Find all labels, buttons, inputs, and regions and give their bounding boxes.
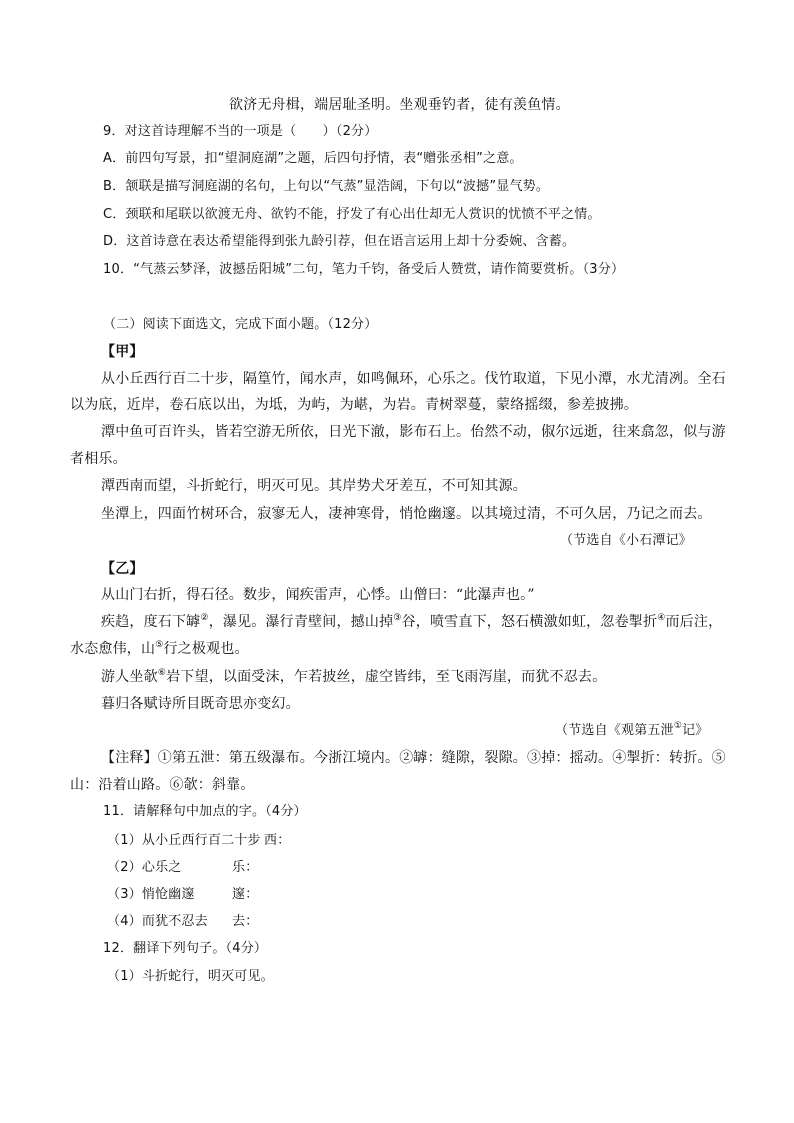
footnote-marker-6: ⑥ xyxy=(157,668,167,678)
annotations-line1: 【注释】①第五泄：第五级瀑布。今浙江境内。②罅：缝隙，裂隙。③掉：摇动。④掣折：转折。⑤ xyxy=(101,750,726,766)
question-9-option-d: D．这首诗意在表达希望能得到张九龄引荐，但在语言运用上却十分委婉、含蓄。 xyxy=(103,234,576,249)
question-11-item1: （1）从小丘西行百二十步 xyxy=(107,833,261,848)
question-11-stem: 11．请解释句中加点的字。（4分） xyxy=(103,804,307,819)
section-2-title: （二）阅读下面选文，完成下面小题。（12分） xyxy=(103,317,378,332)
passage-jia-source: （节选自《小石潭记》 xyxy=(560,533,693,548)
footnote-marker-1: ① xyxy=(673,721,683,731)
question-11-item3: （3）悄怆幽邃 xyxy=(107,887,195,902)
question-11-item4-word: 去： xyxy=(232,914,259,929)
passage-yi-p3: 游人坐欹⑥岩下望，以面受沫，乍若披丝，虚空皆纬，至飞雨泻崖，而犹不忍去。 xyxy=(101,668,607,685)
passage-jia-p2-line2: 者相乐。 xyxy=(70,451,127,467)
question-9-option-c: C．颈联和尾联以欲渡无舟、欲钓不能，抒发了有心出仕却无人赏识的忧愤不平之情。 xyxy=(103,207,601,222)
passage-yi-source: （节选自《观第五泄①记》 xyxy=(555,721,709,738)
passage-jia-p2-line1: 潭中鱼可百许头，皆若空游无所依，日光下澈，影布石上。佁然不动，俶尔远逝，往来翕忽，似与游 xyxy=(101,424,726,440)
poem-last-line: 欲济无舟楫，端居耻圣明。坐观垂钓者，徒有羡鱼情。 xyxy=(229,97,570,113)
annotations-line2: 山：沿着山路。⑥欹：斜靠。 xyxy=(70,777,255,793)
question-11-item3-word: 邃： xyxy=(232,887,259,902)
passage-yi-p1: 从山门右折，得石径。数步，闻疾雷声，心悸。山僧曰：“此瀑声也。” xyxy=(101,587,535,603)
footnote-marker-5: ⑤ xyxy=(155,640,164,650)
question-12-item1: （1）斗折蛇行，明灭可见。 xyxy=(107,969,274,984)
footnote-marker-3: ③ xyxy=(393,613,402,623)
passage-yi-p2-line1: 疾趋，度石下罅②，瀑见。瀑行青壁间，撼山掉③谷，喷雪直下，怒石横激如虹，忽卷掣折④而后注， xyxy=(101,613,723,630)
footnote-marker-4: ④ xyxy=(657,613,666,623)
passage-jia-label: 【甲】 xyxy=(101,344,144,360)
passage-jia-p3: 潭西南而望，斗折蛇行，明灭可见。其岸势犬牙差互，不可知其源。 xyxy=(101,478,527,494)
passage-jia-p4: 坐潭上，四面竹树环合，寂寥无人，凄神寒骨，悄怆幽邃。以其境过清，不可久居，乃记之而去。 xyxy=(101,506,712,522)
question-9-option-b: B．颔联是描写洞庭湖的名句，上句以“气蒸”显浩阔，下句以“波撼”显气势。 xyxy=(103,179,550,194)
passage-jia-p1-line2: 以为底，近岸，卷石底以出，为坻，为屿，为嵁，为岩。青树翠蔓，蒙络摇缀，参差披拂。 xyxy=(70,397,638,413)
question-11-item4: （4）而犹不忍去 xyxy=(107,914,208,929)
question-12-stem: 12．翻译下列句子。（4分） xyxy=(103,941,268,956)
question-11-item1-word: 西： xyxy=(264,833,291,848)
question-9-option-a: A．前四句写景，扣“望洞庭湖”之题，后四句抒情，表“赠张丞相”之意。 xyxy=(103,151,523,166)
passage-jia-p1-line1: 从小丘西行百二十步，隔篁竹，闻水声，如鸣佩环，心乐之。伐竹取道，下见小潭，水尤清冽。全石 xyxy=(101,371,726,387)
footnote-marker-2: ② xyxy=(200,613,209,623)
passage-yi-label: 【乙】 xyxy=(101,561,144,577)
question-11-item2: （2）心乐之 xyxy=(107,860,182,875)
passage-yi-p2-line2: 水态愈伟，山⑤行之极观也。 xyxy=(70,640,249,657)
passage-yi-p4: 暮归各赋诗所目既奇思亦变幻。 xyxy=(101,696,300,712)
question-9-stem: 9．对这首诗理解不当的一项是（ ）（2分） xyxy=(103,124,378,139)
question-10: 10．“气蒸云梦泽，波撼岳阳城”二句，笔力千钧，备受后人赞赏，请作简要赏析。（3分） xyxy=(103,262,625,277)
question-11-item2-word: 乐： xyxy=(232,860,259,875)
